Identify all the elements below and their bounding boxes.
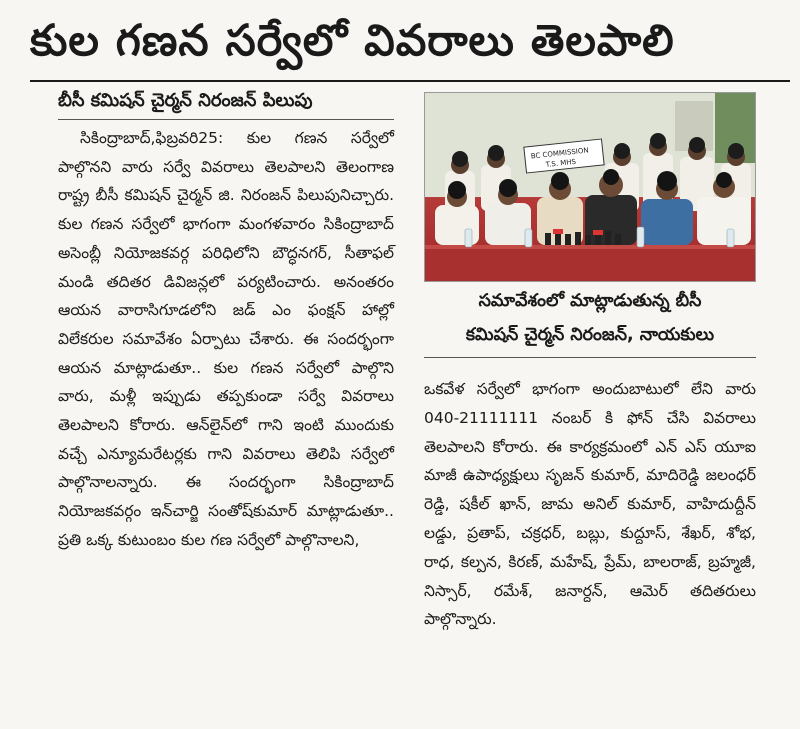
subheadline-rule bbox=[58, 119, 394, 120]
svg-text:BC COMMISSION: BC COMMISSION bbox=[530, 146, 589, 161]
headline-rule bbox=[30, 80, 790, 82]
photo-caption bbox=[424, 282, 756, 352]
photo-caption-line-1: సమావేశంలో మాట్లాడుతున్న బీసీ bbox=[478, 291, 702, 311]
subheadline: బీసీ కమిషన్ చైర్మన్ నిరంజన్ పిలుపు bbox=[58, 90, 313, 111]
headline: కుల గణన సర్వేలో వివరాలు తెలపాలి bbox=[30, 16, 675, 66]
news-photo bbox=[424, 92, 756, 282]
article-body-right-column: ఒకవేళ సర్వేలో భాగంగా అందుబాటులో లేని వారు 040-21111111 నంబర్ కి ఫోన్ చేసి వివరాలు తెలపాలని కోరారు. ఈ కార్యక్రమంలో ఎన్ ఎస్ యూఐ మాజీ ఉపాధ్యక్షులు సృజన్ కుమార్, మాదిరెడ్డి జలంధర్ రెడ్డి, షకీల్ ఖాన్, జామ అనిల్ కుమార్, వాహిదుద్దీన్ లడ్డు, ప్రతాప్, చక్రధర్, బబ్లు, కుద్దూస్, శేఖర్, శోభ, రాధ, కల్పన, కిరణ్, మహేష్, ప్రేమ్, బాలరాజ్, బ్రహ్మజీ, నిస్సార్, రమేశ్, జనార్దన్, ఆమెర్ తదితరులు పాల్గొన్నారు. bbox=[424, 380, 756, 629]
photo-caption-line-2: కమిషన్ చైర్మన్ నిరంజన్, నాయకులు bbox=[465, 325, 715, 345]
svg-text:T.S. MHS: T.S. MHS bbox=[545, 157, 577, 169]
article-body-left-column: సికింద్రాబాద్,ఫిబ్రవరి25: కుల గణన సర్వేలో పాల్గొనని వారు సర్వే వివరాలు తెలపాలని తెలంగాణ రాష్ట్ర బీసీ కమిషన్ చైర్మన్ జి. నిరంజన్ పిలుపునిచ్చారు. కుల గణన సర్వేలో భాగంగా మంగళవారం సికింద్రాబాద్ అసెంబ్లీ నియోజకవర్గ పరిధిలోని బౌద్ధనగర్, సీతాఫల్ మండి తదితర డివిజన్లలో పర్యటించారు. అనంతరం ఆయన వారాసిగూడలోని జడ్ ఎం ఫంక్షన్ హాల్లో విలేకరుల సమావేశం ఏర్పాటు చేశారు. ఈ సందర్భంగా ఆయన మాట్లాడుతూ.. కుల గణన సర్వేలో పాల్గొని వారు, మళ్లీ ఇప్పుడు తప్పకుండా సర్వే వివరాలు తెలపాలని కోరారు. ఆన్‌లైన్‌లో గాని ఇంటి ముందుకు వచ్చే ఎన్యూమరేటర్లకు గాని వివరాలు తెలిపి సర్వేలో పాల్గొనాలన్నారు. ఈ సందర్భంగా సికింద్రాబాద్ నియోజకవర్గం ఇన్‌చార్జి సంతోష్‌కుమార్ మాట్లాడుతూ.. ప్రతి ఒక్క కుటుంబం కుల గణ సర్వేలో పాల్గొనాలని, bbox=[58, 129, 394, 549]
caption-rule bbox=[424, 357, 756, 358]
